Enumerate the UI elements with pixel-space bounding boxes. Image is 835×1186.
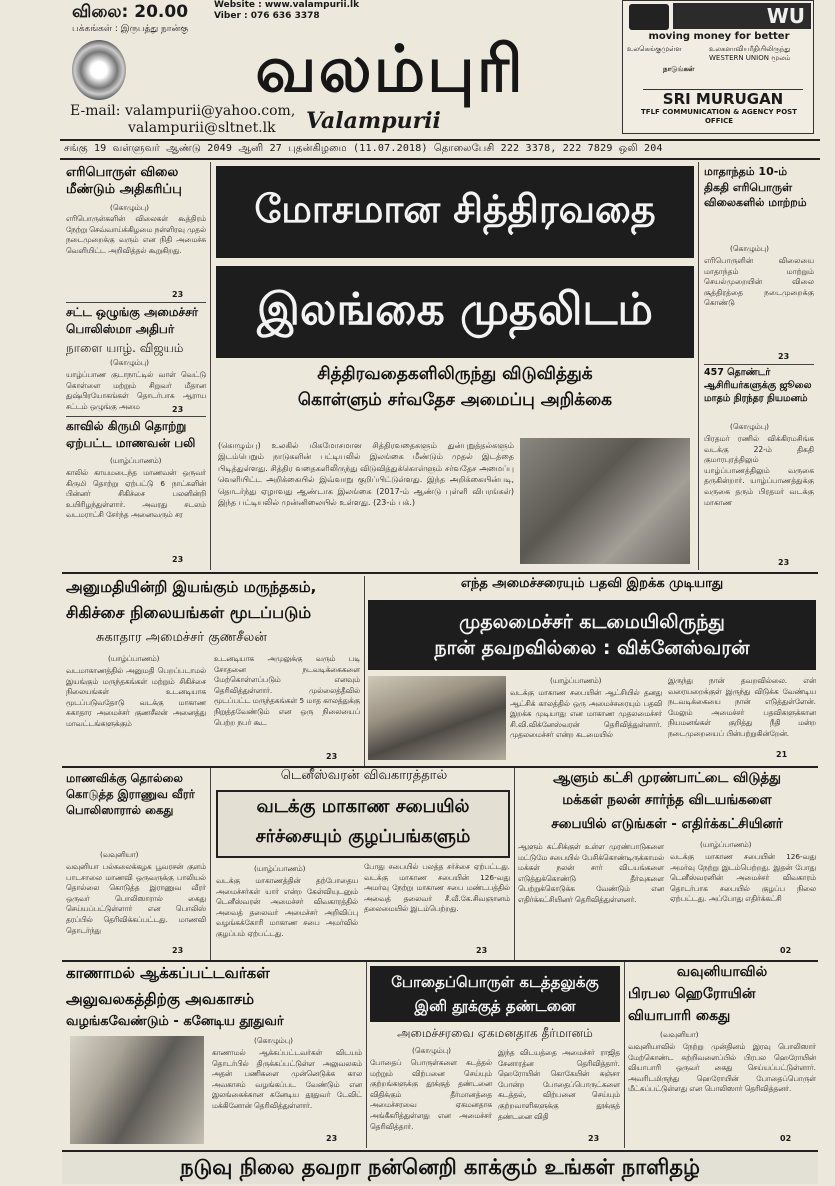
ad-brand-sub: TFLF COMMUNICATION & AGENCY POST OFFICE [641, 108, 797, 125]
missing-continued: 23 [326, 1134, 338, 1143]
council-place: (யாழ்ப்பாணம்) [254, 864, 306, 873]
monthly-fuel-continued: 23 [778, 352, 790, 361]
missing-place: (கொழும்பு) [254, 1036, 293, 1045]
footer-banner [62, 1150, 818, 1184]
column-rule [210, 768, 211, 960]
lead-headline-1: மோசமான சித்திரவதை [216, 166, 694, 258]
council-continued: 23 [476, 946, 488, 955]
ad-small-1: உலகெங்குமுள்ள [627, 45, 682, 53]
masthead-rule [60, 139, 820, 141]
column-rule [514, 768, 515, 960]
pharmacy-headline-1: அனுமதியின்றி இயங்கும் மருந்தகம், [66, 578, 317, 596]
student-death-body: காலில் காயமடைந்த மாணவன் ஒருவர் கிருமி தொற்று ஏற்பட்டு 6 நாட்களின் பின்னர் சிகிச்சை பலனின்றி உயிரிழந்துள்ளார். அவரது சடலம் வடமராட்சி சேர்ந்த அனைவரும் சர [66, 468, 206, 520]
conch-emblem-icon [72, 40, 126, 100]
ambassador-photo [70, 1036, 204, 1144]
ad-small-2: நாடுங்கள் [663, 65, 695, 73]
cm-body-2: இருந்து நான் தவறவில்லை. என் வரையறைக்குள் இருந்து விடுக்க வேண்டிய நடவடிக்கையை நான் எடுத்துள்ளேன். மேலும் அமைச்சர் பதவிகளுக்கான நியமனங்கள் குறித்து நீதி மன்ற நடைமுறையைப் பின்பற்றுகின்றேன். [668, 676, 816, 738]
cm-continued: 21 [776, 750, 788, 759]
western-union-ad [622, 0, 814, 134]
lead-photo [520, 438, 690, 564]
teachers-body: பிரதமர் ரணில் விக்கிரமசிங்க வடக்கு 22-ம் திகதி குமாரபுரத்திலும் யாழ்ப்பாணத்திலும் வருகை தருகின்றார். யாழ்ப்பாணத்துக்கு வருகை தரும் பிரதமர் வடக்கு மாகாண [704, 434, 814, 507]
pages-label: பக்கங்கள் : இருபத்து நான்கு [72, 24, 189, 34]
police-chief-continued: 23 [172, 405, 184, 414]
footer-slogan: நடுவு நிலை தவறா நன்னெறி காக்கும் உங்கள் நாளிதழ் [180, 1155, 700, 1179]
opposition-headline-3: சபையில் எடுங்கள் - எதிர்க்கட்சியினர் [551, 816, 783, 832]
police-chief-body: யாழ்ப்பாண குடாநாட்டில் வாள் வெட்டு கொள்ளை மற்றும் சிறுவர் மீதான துஷ்பிரயோகங்கள் தொடர்பாக ஆராய சட்டம் ஒழுங்கு அமை [66, 370, 206, 411]
cm-place: (யாழ்ப்பாணம்) [550, 676, 602, 685]
drug-place: (கொழும்பு) [412, 1046, 451, 1055]
column-rule [366, 962, 367, 1148]
opposition-body-2: வடக்கு மாகாண சபையின் 126-வது அமர்வு நேற்று இடம்பெற்றது. இதன் போது டெனீஸ்வரனின் அமைச்சர் விவகாரம் தொடர்பாக சபையில் குழப்ப நிலை ஏற்பட்டது. அப்போது எதிர்க்கட்சி [670, 852, 816, 904]
viber-label: Viber : 076 636 3378 [214, 11, 320, 21]
pharmacy-continued: 23 [326, 752, 338, 761]
lead-deck-2: கொள்ளும் சர்வதேச அமைப்பு அறிக்கை [297, 390, 613, 410]
monthly-fuel-place: (கொழும்பு) [730, 244, 769, 253]
missing-headline-3: வழங்கவேண்டும் - கனேடிய தூதுவர் [66, 1014, 284, 1029]
police-chief-headline: சட்ட ஒழுங்கு அமைச்சர் பொலிஸ்மா அதிபர் [66, 305, 198, 336]
lead-headline-2: இலங்கை முதலிடம் [216, 266, 694, 358]
column-rule [210, 162, 211, 570]
divider [66, 416, 206, 417]
dateline-rule [60, 158, 820, 160]
soldier-continued: 23 [172, 946, 184, 955]
pharmacy-body-1: வடமாகாணத்தில் அனுமதி பெறப்படாமல் இயங்கும் மருந்தகங்கள் மற்றும் சிகிச்சை நிலையங்கள் உடனடியாக மூடப்படுவதோடு வடக்கு மாகாண சுகாதார அமைச்சர் குணசீலன் அனைத்து மாவட்டங்களுக்கும் [66, 666, 206, 728]
fuel-price-place: (கொழும்பு) [110, 203, 149, 212]
soldier-place: (வவுனியா) [100, 850, 139, 859]
pharmacy-subhead: சுகாதார அமைச்சர் குணசீலன் [96, 630, 267, 645]
price-label: விலை: 20.00 [72, 2, 189, 22]
vavuniya-headline-2: பிரபல ஹெரோயின் [628, 986, 756, 1002]
soldier-body: வவுனியா பல்கலைக்கழக பூவரசன் குளம் பாடசாலை மாணவி ஒருவருக்கு பாலியல் தொல்லை கொடுத்த இராணுவ வீரர் ஒருவர் பொலிஸாரால் கைது செய்யப்பட்டுள்ளார் என பொலிஸ் தரப்பில் தெரிவிக்கப்பட்டது. மாணவி தொடர்ந்து [66, 862, 206, 935]
soldier-headline: மாணவிக்கு தொல்லை கொடுத்த இராணுவ வீரர் பொலிஸாரால் கைது [66, 771, 195, 817]
opposition-continued: 02 [780, 946, 792, 955]
drug-headline-box [370, 966, 620, 1022]
pharmacy-body-2: உடனடியாக அமுலுக்கு வரும் படி சோதனை நடவடிக்கைகளை மேற்கொள்ளப்படும் எனவும் தெரிவித்துள்ளார். முல்லைத்தீவில் மூடப்பட்ட மருந்தகங்கள் 5 மாத காலத்துக்கு நிறுத்தவேண்டும் என ஒரு நிலையைப் பெற்ற நபர் கூட [214, 654, 360, 727]
vavuniya-place: (வவுனியா) [660, 1030, 699, 1039]
monthly-fuel-headline: மாதாந்தம் 10-ம் திகதி எரிபொருள் விலைகளில் மாற்றம் [704, 165, 807, 209]
drug-body-1: போதைப் பொருள்களை கடத்தல் மற்றும் விற்பனை செய்யும் குற்றங்களுக்கு தூக்குத் தண்டனை விதிக்கும் தீர்மானத்தை அமைச்சரவை ஏகமனதாக அங்கீகரித்துள்ளது என அமைச்சர் தெரிவித்தார். [370, 1058, 492, 1131]
wu-mark: WU [673, 3, 811, 29]
ad-logo-icon [629, 4, 669, 30]
fuel-price-headline: எரிபொருள் விலை மீண்டும் அதிகரிப்பு [66, 165, 182, 197]
monthly-fuel-body: எரிபொருளின் விலையை மாதாந்தம் மாற்றும் செயல்முறையின் விலை சூத்திரத்தை நடைமுறைக்கு கொண்டு [704, 256, 814, 308]
fuel-price-continued: 23 [172, 290, 184, 299]
fuel-price-body: எரிபொருள்களின் விலைகள் கூத்திரம் நேற்று செவ்வாய்க்கிழமை நள்ளிரவு முதல் நடைமுறைக்கு வரும் என நிதி அமைச்சு வெளியிட்ட அறிவித்தல் கூறுகிறது. [66, 214, 206, 255]
council-strap: டெனீஸ்வரன் விவகாரத்தால் [280, 768, 448, 783]
cm-headline-1: முதலமைச்சர் கடமையிலிருந்து [459, 611, 725, 633]
divider [66, 302, 206, 303]
email-line-1: E-mail: valampurii@yahoo.com, [70, 103, 296, 119]
ad-brand: SRI MURUGAN [643, 89, 803, 107]
lead-deck-1: சித்திரவதைகளிலிருந்து விடுவித்துக் [317, 364, 593, 384]
missing-headline-2: அலுவலகத்திற்கு அவகாசம் [66, 990, 255, 1008]
drug-headline-1: போதைப்பொருள் கடத்தலுக்கு [391, 973, 599, 991]
opposition-headline-2: மக்கள் நலன் சார்ந்த விடயங்களை [562, 792, 772, 808]
opposition-place: (யாழ்ப்பாணம்) [700, 840, 752, 849]
vavuniya-headline-3: வியாபாரி கைது [628, 1008, 731, 1024]
website-label: Website : www.valampurii.lk [214, 0, 360, 10]
drug-headline-2: இனி தூக்குத் தண்டனை [414, 997, 576, 1015]
vavuniya-continued: 02 [780, 1134, 792, 1143]
section-rule [62, 960, 818, 962]
vavuniya-headline-1: வவுனியாவில் [676, 964, 768, 980]
council-headline-2: சர்ச்சையும் குழப்பங்களும் [255, 826, 471, 847]
column-rule [624, 962, 625, 1148]
divider [704, 364, 814, 365]
opposition-body-1: ஆளும் கட்சிக்குள் உள்ள முரண்பாடுகளை மட்டுமே சபையில் பேசிக்கொண்டிருக்காமல் மக்கள் நலன் சார் விடயங்களை எடுத்துக்கொண்டு தீர்வுகளை பெற்றுக்கொடுக்க வேண்டும் என எதிர்க்கட்சியினர் தெரிவித்துள்ளனர். [518, 842, 664, 904]
column-rule [364, 576, 365, 766]
cm-body-1: வடக்கு மாகாண சபையின் ஆட்சியில் தனது ஆட்சிக் காலத்தில் ஒரு அமைச்சரையும் பதவி இறக்க முடியாது என மாகாண முதலமைச்சர் சி.வி.விக்னேஸ்வரன் தெரிவித்துள்ளார். முதலமைச்சர் என்ற கடமையில் [510, 688, 662, 740]
student-death-place: (யாழ்ப்பாணம்) [110, 456, 162, 465]
teachers-headline: 457 தொண்டர் ஆசிரியர்களுக்கு ஜூலை மாதம் நிரந்தர நியமனம் [704, 367, 812, 404]
newspaper-subtitle: Valampurii [306, 108, 441, 134]
student-death-continued: 23 [172, 555, 184, 564]
section-rule [62, 572, 818, 574]
police-chief-place: (கொழும்பு) [110, 358, 149, 367]
council-headline-box [216, 790, 510, 858]
lead-body: (கொழும்பு) உலகில் மிகமோசமான சித்திரவதைகளும் துன்புறுத்தல்களும் இடம்பெறும் நாடுகளின் பட்டியலில் இலங்கை மீண்டும் முதல் இடத்தை பிடித்துள்ளது. சித்திர வதைகளிலிருந்து விடுவித்துக்கொள்ளும் சர்வதேச அமைப்பு வெளியிட்ட அறிக்கையில் இவ்வாறு குறிப்பிட்டுள்ளது. இந்த அறிக்கையின்படி, தொடர்ந்து ஏழாவது ஆண்டாக இலங்கை (2017-ம் ஆண்டு புள்ளி விபரங்கள்) இந்த பட்டியலில் முன்னிலையில் உள்ளது. (23-ம் பக்.) [218, 441, 514, 508]
drug-subhead: அமைச்சரவை ஏகமனதாக தீர்மானம் [397, 1026, 593, 1040]
police-chief-subhead: நாளை யாழ். விஜயம் [66, 341, 184, 355]
ad-tagline: moving money for better [648, 31, 790, 42]
newspaper-title: வலம்புரி [255, 33, 525, 107]
council-headline-1: வடக்கு மாகாண சபையில் [256, 796, 470, 817]
teachers-place: (கொழும்பு) [730, 422, 769, 431]
vavuniya-body: வவுனியாவில் நேற்று முன்தினம் இரவு பொலிஸார் மேற்கொண்ட சுற்றிவளைப்பில் பிரபல ஹெரோயின் வியாபாரி ஒருவர் கைது செய்யப்பட்டுள்ளார். அவரிடமிருந்து ஹெரோயின் போதைப்பொருள் மீட்கப்பட்டுள்ளது என பொலிஸார் தெரிவித்தனர். [628, 1042, 816, 1094]
council-body-1: வடக்கு மாகாணத்தின் தற்போதைய அமைச்சர்கள் யார் என்ற கேள்வியுடனும் டெனீஸ்வரன் அமைச்சர் விவகாரத்தில் அவைத் தலைவர் அமைச்சர் அறிவிப்பு வழங்கக்கோரி மாகாண சபை அமர்வில் குழப்பம் ஏற்பட்டது. [216, 876, 358, 938]
missing-headline-1: காணாமல் ஆக்கப்பட்டவர்கள் [66, 964, 270, 982]
opposition-headline-1: ஆளும் கட்சி முரண்பாட்டை விடுத்து [553, 770, 781, 786]
cm-headline-2: நான் தவறவில்லை : விக்னேஸ்வரன் [434, 637, 750, 659]
email-line-2: valampurii@sltnet.lk [128, 120, 276, 136]
drug-body-2: இந்த விடயத்தை அமைச்சர் ராஜித சேனாரத்ன தெரிவித்தார். ஹெரோயின் கொகேயின் கஞ்சா போன்ற போதைப்பொருட்களை கடத்தல், விற்பனை செய்யும் குற்றவாளிகளுக்கு தூக்குத் தண்டனை விதி [498, 1048, 620, 1121]
column-rule [698, 162, 699, 570]
teachers-continued: 23 [778, 558, 790, 567]
cm-headline-box [368, 600, 816, 670]
pharmacy-headline-2: சிகிச்சை நிலையங்கள் மூடப்படும் [66, 603, 312, 622]
pharmacy-place: (யாழ்ப்பாணம்) [108, 654, 160, 663]
dateline: சங்கு 19 வள்ளுவர் ஆண்டு 2049 ஆனி 27 புதன்கிழமை (11.07.2018) தொலைபேசி 222 3378, 222 7829 ஒலி 204 [64, 143, 663, 154]
student-death-headline: காவில் கிருமி தொற்று ஏற்பட்ட மாணவன் பலி [66, 419, 196, 450]
missing-body: காணாமல் ஆக்கப்பட்டவர்கள் விடயம் தொடர்பில் திருக்கப்பட்டுள்ள அலுவலகம் அதன் பணிகளை முன்னெடுக்க கால அவகாசம் வழங்கப்பட வேண்டும் என இலங்கைக்கான கனேடிய தூதுவர் டேவிட் மக்கினோன் தெரிவித்துள்ளார். [212, 1048, 362, 1110]
cm-strap: எந்த அமைச்சரையும் பதவி இறக்க முடியாது [460, 576, 724, 591]
council-body-2: போது சபையில் பலத்த சர்ச்சை ஏற்பட்டது. வடக்கு மாகாண சபையின் 126-வது அமர்வு நேற்று மாகாண சபை மண்டபத்தில் அவைத் தலைவர் சீ.வீ.கே.சிவஞானம் தலைமையில் இடம்பெற்றது. [364, 862, 510, 914]
ad-wu-line: உலகளாவியரீதியிலிருந்து WESTERN UNION மூலம் [709, 45, 791, 62]
cm-photo [368, 676, 506, 760]
drug-continued: 23 [588, 1134, 600, 1143]
